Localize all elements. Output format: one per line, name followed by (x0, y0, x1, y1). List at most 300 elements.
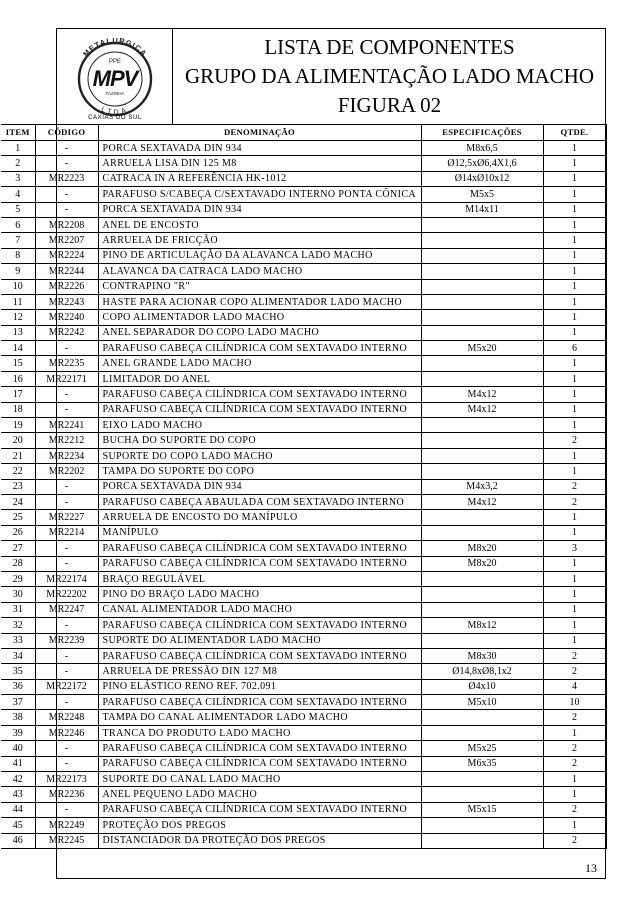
cell-description: ARRUELA LISA DIN 125 M8 (98, 156, 421, 171)
cell-quantity: 1 (543, 248, 606, 263)
cell-specification: M8x12 (421, 618, 543, 633)
cell-description: SUPORTE DO ALIMENTADOR LADO MACHO (98, 633, 421, 648)
cell-specification: M4x3,2 (421, 479, 543, 494)
cell-code: MR2202 (35, 464, 98, 479)
cell-description: PARAFUSO CABEÇA CILÍNDRICA COM SEXTAVADO INTERNO (98, 387, 421, 402)
cell-description: BUCHA DO SUPORTE DO COPO (98, 433, 421, 448)
cell-quantity: 2 (543, 833, 606, 848)
table-row (1, 602, 606, 617)
cell-specification: M8x20 (421, 541, 543, 556)
table-row (1, 541, 606, 556)
table-row (1, 741, 606, 756)
cell-specification: Ø14xØ10x12 (421, 171, 543, 186)
cell-item: 2 (1, 156, 35, 171)
cell-item: 41 (1, 756, 35, 771)
cell-code: - (35, 494, 98, 509)
cell-quantity: 1 (543, 202, 606, 217)
cell-specification (421, 818, 543, 833)
cell-specification (421, 510, 543, 525)
cell-description: PARAFUSO CABEÇA CILÍNDRICA COM SEXTAVADO INTERNO (98, 802, 421, 817)
cell-item: 44 (1, 802, 35, 817)
cell-description: HASTE PARA ACIONAR COPO ALIMENTADOR LADO MACHO (98, 294, 421, 309)
cell-description: ALAVANCA DA CATRACA LADO MACHO (98, 264, 421, 279)
cell-code: - (35, 387, 98, 402)
cell-code: - (35, 541, 98, 556)
cell-description: PARAFUSO CABEÇA CILÍNDRICA COM SEXTAVADO INTERNO (98, 402, 421, 417)
cell-description: PARAFUSO CABEÇA CILÍNDRICA COM SEXTAVADO INTERNO (98, 341, 421, 356)
cell-quantity: 1 (543, 356, 606, 371)
cell-description: PARAFUSO CABEÇA CILÍNDRICA COM SEXTAVADO INTERNO (98, 648, 421, 663)
table-row (1, 217, 606, 232)
cell-code: - (35, 802, 98, 817)
table-row (1, 756, 606, 771)
cell-quantity: 1 (543, 217, 606, 232)
logo-brand: MPV (92, 66, 138, 91)
table-row (1, 664, 606, 679)
cell-item: 34 (1, 648, 35, 663)
cell-item: 4 (1, 187, 35, 202)
cell-quantity: 4 (543, 679, 606, 694)
cell-specification: Ø12,5xØ6,4X1,6 (421, 156, 543, 171)
cell-code: MR2227 (35, 510, 98, 525)
cell-code: - (35, 648, 98, 663)
cell-specification: M4x12 (421, 494, 543, 509)
cell-specification: M5x10 (421, 695, 543, 710)
cell-code: MR2235 (35, 356, 98, 371)
table-row (1, 187, 606, 202)
cell-description: PARAFUSO CABEÇA CILÍNDRICA COM SEXTAVADO INTERNO (98, 756, 421, 771)
cell-specification (421, 710, 543, 725)
cell-quantity: 1 (543, 525, 606, 540)
logo-ring-top: METALURGICA (81, 35, 149, 59)
cell-item: 15 (1, 356, 35, 371)
table-row (1, 387, 606, 402)
cell-item: 17 (1, 387, 35, 402)
table-row (1, 695, 606, 710)
cell-description: ARRUELA DE FRICÇÃO (98, 233, 421, 248)
cell-item: 33 (1, 633, 35, 648)
cell-specification: M8x20 (421, 556, 543, 571)
title-block (174, 33, 605, 120)
cell-code: MR2236 (35, 787, 98, 802)
cell-description: TAMPA DO SUPORTE DO COPO (98, 464, 421, 479)
cell-code: MR2245 (35, 833, 98, 848)
cell-specification: M5x20 (421, 341, 543, 356)
cell-code: - (35, 618, 98, 633)
cell-code: MR2242 (35, 325, 98, 340)
cell-item: 43 (1, 787, 35, 802)
table-row (1, 464, 606, 479)
cell-quantity: 1 (543, 510, 606, 525)
cell-code: MR2223 (35, 171, 98, 186)
cell-description: PARAFUSO S/CABEÇA C/SEXTAVADO INTERNO PONTA CÔNICA (98, 187, 421, 202)
table-row (1, 171, 606, 186)
cell-code: - (35, 202, 98, 217)
cell-description: EIXO LADO MACHO (98, 418, 421, 433)
cell-item: 28 (1, 556, 35, 571)
cell-specification (421, 325, 543, 340)
table-row (1, 802, 606, 817)
table-row (1, 402, 606, 417)
logo-small-mid: FAZINHA (105, 91, 125, 96)
table-row (1, 587, 606, 602)
table-row (1, 571, 606, 586)
cell-description: ARRUELA DE ENCOSTO DO MANÍPULO (98, 510, 421, 525)
cell-specification: Ø4x10 (421, 679, 543, 694)
cell-item: 23 (1, 479, 35, 494)
cell-description: ARRUELA DE PRESSÃO DIN 127 M8 (98, 664, 421, 679)
cell-specification (421, 264, 543, 279)
cell-specification (421, 433, 543, 448)
cell-item: 7 (1, 233, 35, 248)
cell-item: 38 (1, 710, 35, 725)
company-logo (57, 29, 173, 124)
cell-item: 6 (1, 217, 35, 232)
cell-description: SUPORTE DO COPO LADO MACHO (98, 448, 421, 463)
page-number: 13 (585, 861, 597, 875)
components-table (1, 124, 607, 849)
cell-description: CANAL ALIMENTADOR LADO MACHO (98, 602, 421, 617)
table-row (1, 710, 606, 725)
table-row (1, 633, 606, 648)
cell-item: 19 (1, 418, 35, 433)
cell-quantity: 1 (543, 371, 606, 386)
cell-quantity: 2 (543, 433, 606, 448)
table-row (1, 679, 606, 694)
cell-code: MR2207 (35, 233, 98, 248)
cell-specification (421, 464, 543, 479)
logo-emblem-icon (57, 29, 173, 117)
cell-specification (421, 772, 543, 787)
table-row (1, 310, 606, 325)
cell-specification: M5x5 (421, 187, 543, 202)
title-line-1: LISTA DE COMPONENTES (264, 35, 515, 59)
cell-quantity: 1 (543, 156, 606, 171)
cell-description: COPO ALIMENTADOR LADO MACHO (98, 310, 421, 325)
cell-item: 20 (1, 433, 35, 448)
cell-specification (421, 602, 543, 617)
cell-quantity: 2 (543, 756, 606, 771)
table-row (1, 448, 606, 463)
cell-specification: M5x25 (421, 741, 543, 756)
header-specifications: ESPECIFICAÇÕES (421, 125, 543, 141)
cell-code: MR22172 (35, 679, 98, 694)
cell-quantity: 1 (543, 818, 606, 833)
table-row (1, 325, 606, 340)
cell-quantity: 1 (543, 171, 606, 186)
table-body (1, 141, 606, 849)
cell-code: - (35, 141, 98, 156)
cell-quantity: 1 (543, 633, 606, 648)
cell-specification (421, 725, 543, 740)
cell-item: 25 (1, 510, 35, 525)
cell-item: 32 (1, 618, 35, 633)
cell-description: ANEL PEQUENO LADO MACHO (98, 787, 421, 802)
cell-item: 42 (1, 772, 35, 787)
cell-quantity: 2 (543, 741, 606, 756)
cell-quantity: 1 (543, 187, 606, 202)
title-line-3: FIGURA 02 (337, 93, 442, 117)
cell-quantity: 1 (543, 418, 606, 433)
page-frame (5, 28, 606, 879)
cell-item: 30 (1, 587, 35, 602)
cell-description: PARAFUSO CABEÇA CILÍNDRICA COM SEXTAVADO INTERNO (98, 541, 421, 556)
cell-item: 26 (1, 525, 35, 540)
cell-quantity: 1 (543, 587, 606, 602)
cell-code: - (35, 479, 98, 494)
svg-text:METALURGICA (81, 36, 149, 58)
table-row (1, 418, 606, 433)
logo-ring-bottom: LTDA (100, 106, 130, 117)
cell-quantity: 2 (543, 802, 606, 817)
cell-item: 40 (1, 741, 35, 756)
table-row (1, 725, 606, 740)
header-code: CÓDIGO (35, 125, 98, 141)
cell-specification (421, 571, 543, 586)
cell-code: MR2246 (35, 725, 98, 740)
cell-specification (421, 233, 543, 248)
logo-city: CAXIAS DO SUL (88, 115, 142, 121)
table-row (1, 202, 606, 217)
cell-specification: M4x12 (421, 387, 543, 402)
cell-specification: M8x30 (421, 648, 543, 663)
cell-item: 22 (1, 464, 35, 479)
cell-description: MANÍPULO (98, 525, 421, 540)
cell-specification (421, 371, 543, 386)
cell-description: PINO DO BRAÇO LADO MACHO (98, 587, 421, 602)
cell-specification (421, 356, 543, 371)
table-row (1, 787, 606, 802)
cell-item: 16 (1, 371, 35, 386)
cell-item: 37 (1, 695, 35, 710)
table-header-row (1, 125, 606, 141)
cell-item: 11 (1, 294, 35, 309)
cell-quantity: 2 (543, 494, 606, 509)
cell-code: - (35, 664, 98, 679)
cell-item: 18 (1, 402, 35, 417)
cell-quantity: 1 (543, 571, 606, 586)
cell-item: 14 (1, 341, 35, 356)
table-row (1, 248, 606, 263)
cell-description: PORCA SEXTAVADA DIN 934 (98, 141, 421, 156)
cell-description: BRAÇO REGULÁVEL (98, 571, 421, 586)
cell-description: TAMPA DO CANAL ALIMENTADOR LADO MACHO (98, 710, 421, 725)
cell-code: - (35, 341, 98, 356)
table-row (1, 525, 606, 540)
cell-description: CONTRAPINO "R" (98, 279, 421, 294)
cell-item: 36 (1, 679, 35, 694)
cell-description: PARAFUSO CABEÇA CILÍNDRICA COM SEXTAVADO INTERNO (98, 695, 421, 710)
cell-quantity: 1 (543, 556, 606, 571)
cell-code: - (35, 556, 98, 571)
cell-code: MR2241 (35, 418, 98, 433)
cell-code: MR22173 (35, 772, 98, 787)
cell-code: MR2208 (35, 217, 98, 232)
cell-item: 45 (1, 818, 35, 833)
cell-quantity: 3 (543, 541, 606, 556)
cell-specification: M5x15 (421, 802, 543, 817)
table-row (1, 618, 606, 633)
cell-item: 24 (1, 494, 35, 509)
cell-quantity: 1 (543, 725, 606, 740)
cell-specification (421, 279, 543, 294)
table-row (1, 433, 606, 448)
cell-description: PINO DE ARTICULAÇÃO DA ALAVANCA LADO MACHO (98, 248, 421, 263)
cell-quantity: 1 (543, 141, 606, 156)
cell-quantity: 1 (543, 279, 606, 294)
cell-code: - (35, 402, 98, 417)
cell-description: PINO ELÁSTICO RENO REF. 702.091 (98, 679, 421, 694)
cell-code: MR2244 (35, 264, 98, 279)
cell-specification (421, 787, 543, 802)
cell-quantity: 2 (543, 664, 606, 679)
cell-specification (421, 633, 543, 648)
cell-code: MR2234 (35, 448, 98, 463)
cell-quantity: 1 (543, 264, 606, 279)
cell-code: - (35, 695, 98, 710)
title-line-2: GRUPO DA ALIMENTAÇÃO LADO MACHO (185, 64, 594, 88)
cell-code: MR2239 (35, 633, 98, 648)
cell-description: DISTANCIADOR DA PROTEÇÃO DOS PREGOS (98, 833, 421, 848)
table-row (1, 371, 606, 386)
cell-specification (421, 587, 543, 602)
cell-quantity: 2 (543, 648, 606, 663)
cell-item: 12 (1, 310, 35, 325)
cell-quantity: 1 (543, 602, 606, 617)
cell-quantity: 1 (543, 233, 606, 248)
cell-item: 35 (1, 664, 35, 679)
cell-quantity: 1 (543, 310, 606, 325)
cell-description: ANEL SEPARADOR DO COPO LADO MACHO (98, 325, 421, 340)
table-row (1, 356, 606, 371)
cell-code: - (35, 156, 98, 171)
cell-specification: Ø14,8xØ8,1x2 (421, 664, 543, 679)
cell-description: LIMITADOR DO ANEL (98, 371, 421, 386)
table-row (1, 341, 606, 356)
cell-specification: M4x12 (421, 402, 543, 417)
cell-quantity: 1 (543, 294, 606, 309)
cell-specification: M8x6,5 (421, 141, 543, 156)
cell-code: MR2214 (35, 525, 98, 540)
cell-code: MR22171 (35, 371, 98, 386)
logo-small-top: PPE (108, 59, 122, 65)
cell-specification: M6x35 (421, 756, 543, 771)
cell-code: MR2243 (35, 294, 98, 309)
table-row (1, 648, 606, 663)
cell-specification (421, 525, 543, 540)
cell-item: 8 (1, 248, 35, 263)
cell-description: ANEL DE ENCOSTO (98, 217, 421, 232)
cell-quantity: 1 (543, 325, 606, 340)
cell-code: MR2249 (35, 818, 98, 833)
table-row (1, 494, 606, 509)
header (57, 29, 605, 125)
table-row (1, 294, 606, 309)
cell-specification (421, 833, 543, 848)
cell-item: 39 (1, 725, 35, 740)
table-row (1, 556, 606, 571)
cell-specification (421, 248, 543, 263)
cell-code: - (35, 756, 98, 771)
cell-description: TRANCA DO PRODUTO LADO MACHO (98, 725, 421, 740)
cell-quantity: 2 (543, 710, 606, 725)
cell-quantity: 10 (543, 695, 606, 710)
cell-item: 13 (1, 325, 35, 340)
cell-code: MR2248 (35, 710, 98, 725)
cell-code: - (35, 741, 98, 756)
header-quantity: QTDE. (543, 125, 606, 141)
table-row (1, 156, 606, 171)
cell-code: MR2240 (35, 310, 98, 325)
cell-item: 31 (1, 602, 35, 617)
cell-quantity: 2 (543, 479, 606, 494)
cell-quantity: 1 (543, 787, 606, 802)
cell-item: 10 (1, 279, 35, 294)
cell-specification (421, 217, 543, 232)
cell-item: 9 (1, 264, 35, 279)
table-row (1, 264, 606, 279)
cell-item: 46 (1, 833, 35, 848)
cell-code: MR22174 (35, 571, 98, 586)
cell-description: CATRACA IN A REFERÊNCIA HK-1012 (98, 171, 421, 186)
cell-description: PARAFUSO CABEÇA CILÍNDRICA COM SEXTAVADO INTERNO (98, 741, 421, 756)
cell-description: PARAFUSO CABEÇA CILÍNDRICA COM SEXTAVADO INTERNO (98, 618, 421, 633)
cell-description: ANEL GRANDE LADO MACHO (98, 356, 421, 371)
cell-quantity: 1 (543, 772, 606, 787)
cell-description: SUPORTE DO CANAL LADO MACHO (98, 772, 421, 787)
header-item: ITEM (1, 125, 35, 141)
table-row (1, 233, 606, 248)
cell-code: MR22202 (35, 587, 98, 602)
cell-code: MR2226 (35, 279, 98, 294)
cell-item: 3 (1, 171, 35, 186)
cell-description: PORCA SEXTAVADA DIN 934 (98, 202, 421, 217)
cell-quantity: 1 (543, 618, 606, 633)
cell-description: PARAFUSO CABEÇA ABAULADA COM SEXTAVADO INTERNO (98, 494, 421, 509)
cell-item: 21 (1, 448, 35, 463)
cell-description: PARAFUSO CABEÇA CILÍNDRICA COM SEXTAVADO INTERNO (98, 556, 421, 571)
table-row (1, 141, 606, 156)
cell-specification (421, 448, 543, 463)
cell-specification (421, 294, 543, 309)
table-row (1, 818, 606, 833)
cell-code: MR2212 (35, 433, 98, 448)
cell-code: MR2224 (35, 248, 98, 263)
cell-item: 27 (1, 541, 35, 556)
cell-quantity: 1 (543, 464, 606, 479)
cell-description: PROTEÇÃO DOS PREGOS (98, 818, 421, 833)
cell-code: MR2247 (35, 602, 98, 617)
cell-quantity: 1 (543, 448, 606, 463)
table-row (1, 833, 606, 848)
cell-specification (421, 310, 543, 325)
cell-specification: M14x11 (421, 202, 543, 217)
header-description: DENOMINAÇÃO (98, 125, 421, 141)
cell-code: - (35, 187, 98, 202)
cell-item: 1 (1, 141, 35, 156)
table-row (1, 772, 606, 787)
cell-item: 29 (1, 571, 35, 586)
cell-specification (421, 418, 543, 433)
cell-description: PORCA SEXTAVADA DIN 934 (98, 479, 421, 494)
cell-quantity: 1 (543, 387, 606, 402)
table-row (1, 479, 606, 494)
cell-quantity: 6 (543, 341, 606, 356)
cell-item: 5 (1, 202, 35, 217)
table-row (1, 510, 606, 525)
cell-quantity: 1 (543, 402, 606, 417)
table-row (1, 279, 606, 294)
